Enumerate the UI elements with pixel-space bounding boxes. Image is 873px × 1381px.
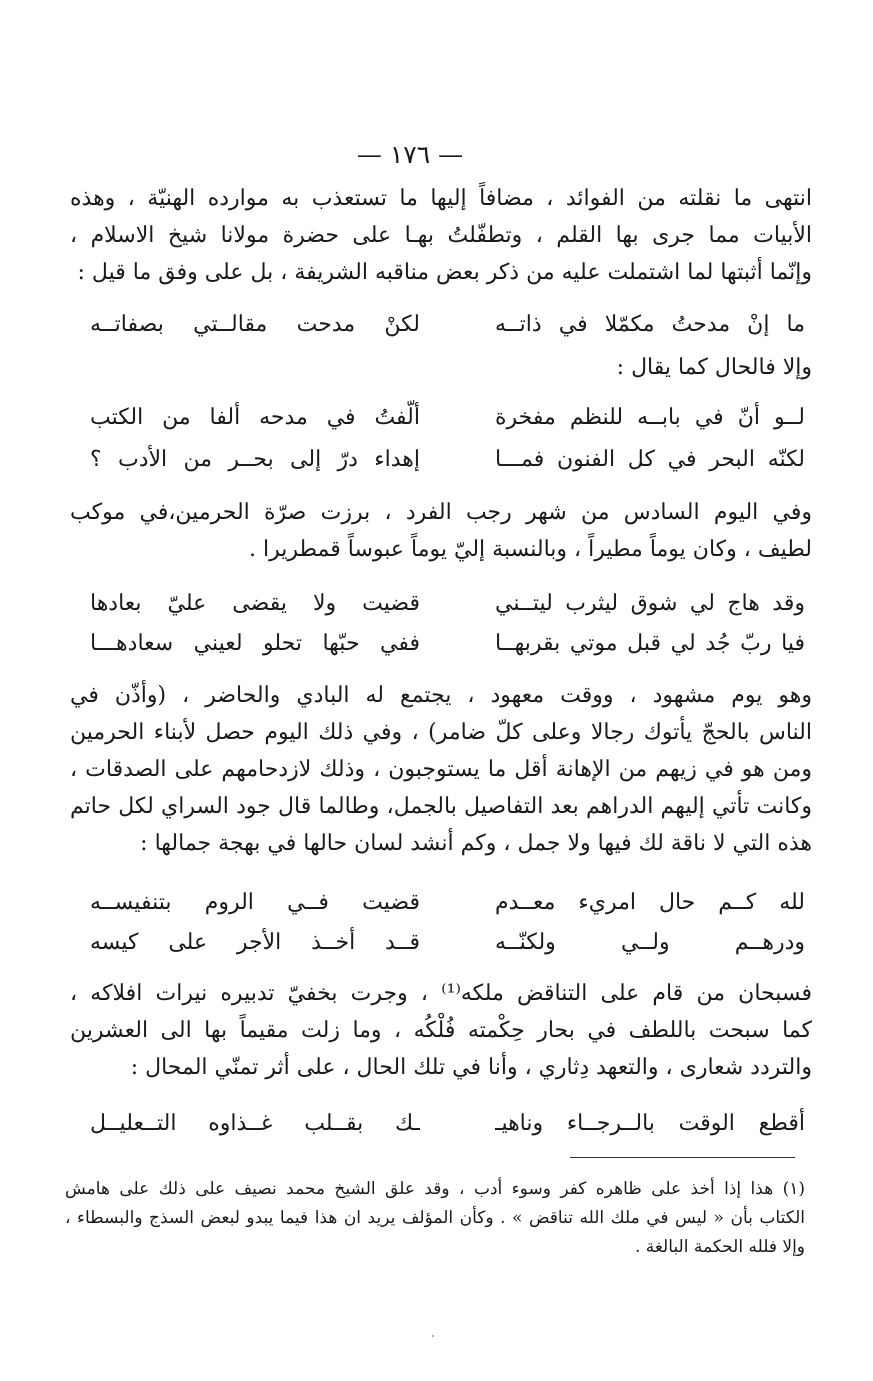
verse-line bbox=[90, 442, 805, 478]
verse-line bbox=[90, 586, 805, 622]
paragraph-4 bbox=[70, 975, 812, 1086]
text-line: وإنّما أثبتها لما اشتملت عليه من ذكر بعض مناقبه الشريفة ، بل على وفق ما قيل : bbox=[77, 260, 812, 285]
verse-line bbox=[90, 626, 805, 662]
verse-hemistich-first: ودرهــم ولــي ولكنّــه bbox=[495, 930, 805, 955]
scan-speck bbox=[432, 1335, 434, 1337]
footnote-line: (١) هذا إذا أخذ على ظاهره كفر وسوء أدب ، وقد علق الشيخ محمد نصيف على ذلك على هامش bbox=[65, 1179, 805, 1199]
verse-hemistich-second: قــد أخــذ الأجر على كيسه bbox=[90, 930, 420, 955]
text-line: الأبيات مما جرى بها القلم ، وتطفّلتُ بهـا على حضرة مولانا شيخ الاسلام ، bbox=[70, 223, 812, 248]
paragraph-3 bbox=[70, 677, 812, 862]
text-line: وإلا فالحال كما يقال : bbox=[616, 355, 812, 380]
text-line: هذه التي لا ناقة لك فيها ولا جمل ، وكم أنشد لسان حالها في بهجة جمالها : bbox=[140, 831, 812, 856]
verse-hemistich-first: وقد هاج لي شوق ليثرب ليتــني bbox=[495, 591, 805, 616]
text-line: وكانت تأتي إليهم الدراهم بعد التفاصيل بالجمل، وطالما قال جود السراي لكل حاتم bbox=[70, 794, 812, 819]
footnote bbox=[65, 1175, 805, 1262]
line-after-verse bbox=[70, 349, 812, 386]
text-line: انتهى ما نقلته من الفوائد ، مضافاً إليها ما تستعذب به موارده الهنيّة ، وهذه bbox=[70, 186, 812, 211]
verse-hemistich-second: ألّفتُ في مدحه ألفا من الكتب bbox=[90, 405, 420, 430]
footnote-line: الكتاب بأن « ليس في ملك الله تناقض » . وكأن المؤلف يريد ان هذا فيما يبدو لبعض السذج والبسطاء ، bbox=[65, 1208, 805, 1228]
verse-hemistich-first: لله كــم حال امريء معــدم bbox=[495, 890, 805, 915]
text-line: والتردد شعارى ، والتعهد دِثاري ، وأنا في تلك الحال ، على أثر تمنّي المحال : bbox=[130, 1055, 812, 1080]
verse-line bbox=[90, 885, 805, 921]
text-line: وهو يوم مشهود ، ووقت معهود ، يجتمع له البادي والحاضر ، (وأذّن في bbox=[70, 683, 812, 708]
text-line: الناس بالحجّ يأتوك رجالا وعلى كلّ ضامر) ، وفي ذلك اليوم حصل لأبناء الحرمين bbox=[70, 720, 812, 745]
verse-hemistich-first: لكنّه البحر في كل الفنون فمـــا bbox=[495, 447, 805, 472]
verse-hemistich-second: ـك بقــلب غــذاوه التــعليــل bbox=[90, 1111, 420, 1136]
footnote-line: وإلا فلله الحكمة البالغة . bbox=[634, 1237, 805, 1257]
page-number: — ١٧٦ — bbox=[356, 140, 464, 169]
verse-hemistich-second: لكنْ مدحت مقالــتي بصفاتــه bbox=[90, 312, 420, 337]
verse-line bbox=[90, 400, 805, 436]
footnote-divider bbox=[570, 1157, 795, 1158]
verse-hemistich-first: لــو أنّ في بابــه للنظم مفخرة bbox=[495, 405, 805, 430]
verse-hemistich-second: قضيت فــي الروم بتنفيســه bbox=[90, 890, 420, 915]
verse-hemistich-second: ففي حبّها تحلو لعيني سعادهـــا bbox=[90, 631, 420, 656]
paragraph-2 bbox=[70, 494, 812, 568]
text-line: ومن هو في زيهم من الإهانة أقل ما يستوجبون ، وذلك لازدحامهم على الصدقات ، bbox=[70, 757, 812, 782]
verse-hemistich-first: ما إنْ مدحتُ مكمّلا في ذاتــه bbox=[495, 312, 805, 337]
text-line: لطيف ، وكان يوماً مطيراً ، وبالنسبة إليّ يوماً عبوساً قمطريرا . bbox=[249, 537, 812, 562]
verse-hemistich-second: قضيت ولا يقضى عليّ بعادها bbox=[90, 591, 420, 616]
verse-hemistich-first: فيا ربّ جُد لي قبل موتي بقربهــا bbox=[495, 631, 805, 656]
text-line: كما سبحت باللطف في بحار حِكْمته فُلْكُه ، وما زلت مقيماً بها الى العشرين bbox=[70, 1018, 812, 1043]
verse-hemistich-first: أقطع الوقت بالــرجــاء وناهيـ bbox=[495, 1111, 805, 1136]
verse-hemistich-second: إهداء درّ إلى بحــر من الأدب ؟ bbox=[90, 447, 420, 472]
text-line: وفي اليوم السادس من شهر رجب الفرد ، برزت صرّة الحرمين،في موكب bbox=[70, 500, 812, 525]
paragraph-1 bbox=[70, 180, 812, 291]
text-line: فسبحان من قام على التناقض ملكه⁽¹⁾ ، وجرت بخفيّ تدبيره نيرات افلاكه ، bbox=[70, 981, 812, 1006]
verse-line bbox=[90, 1106, 805, 1142]
verse-line bbox=[90, 925, 805, 961]
verse-line bbox=[90, 307, 805, 343]
